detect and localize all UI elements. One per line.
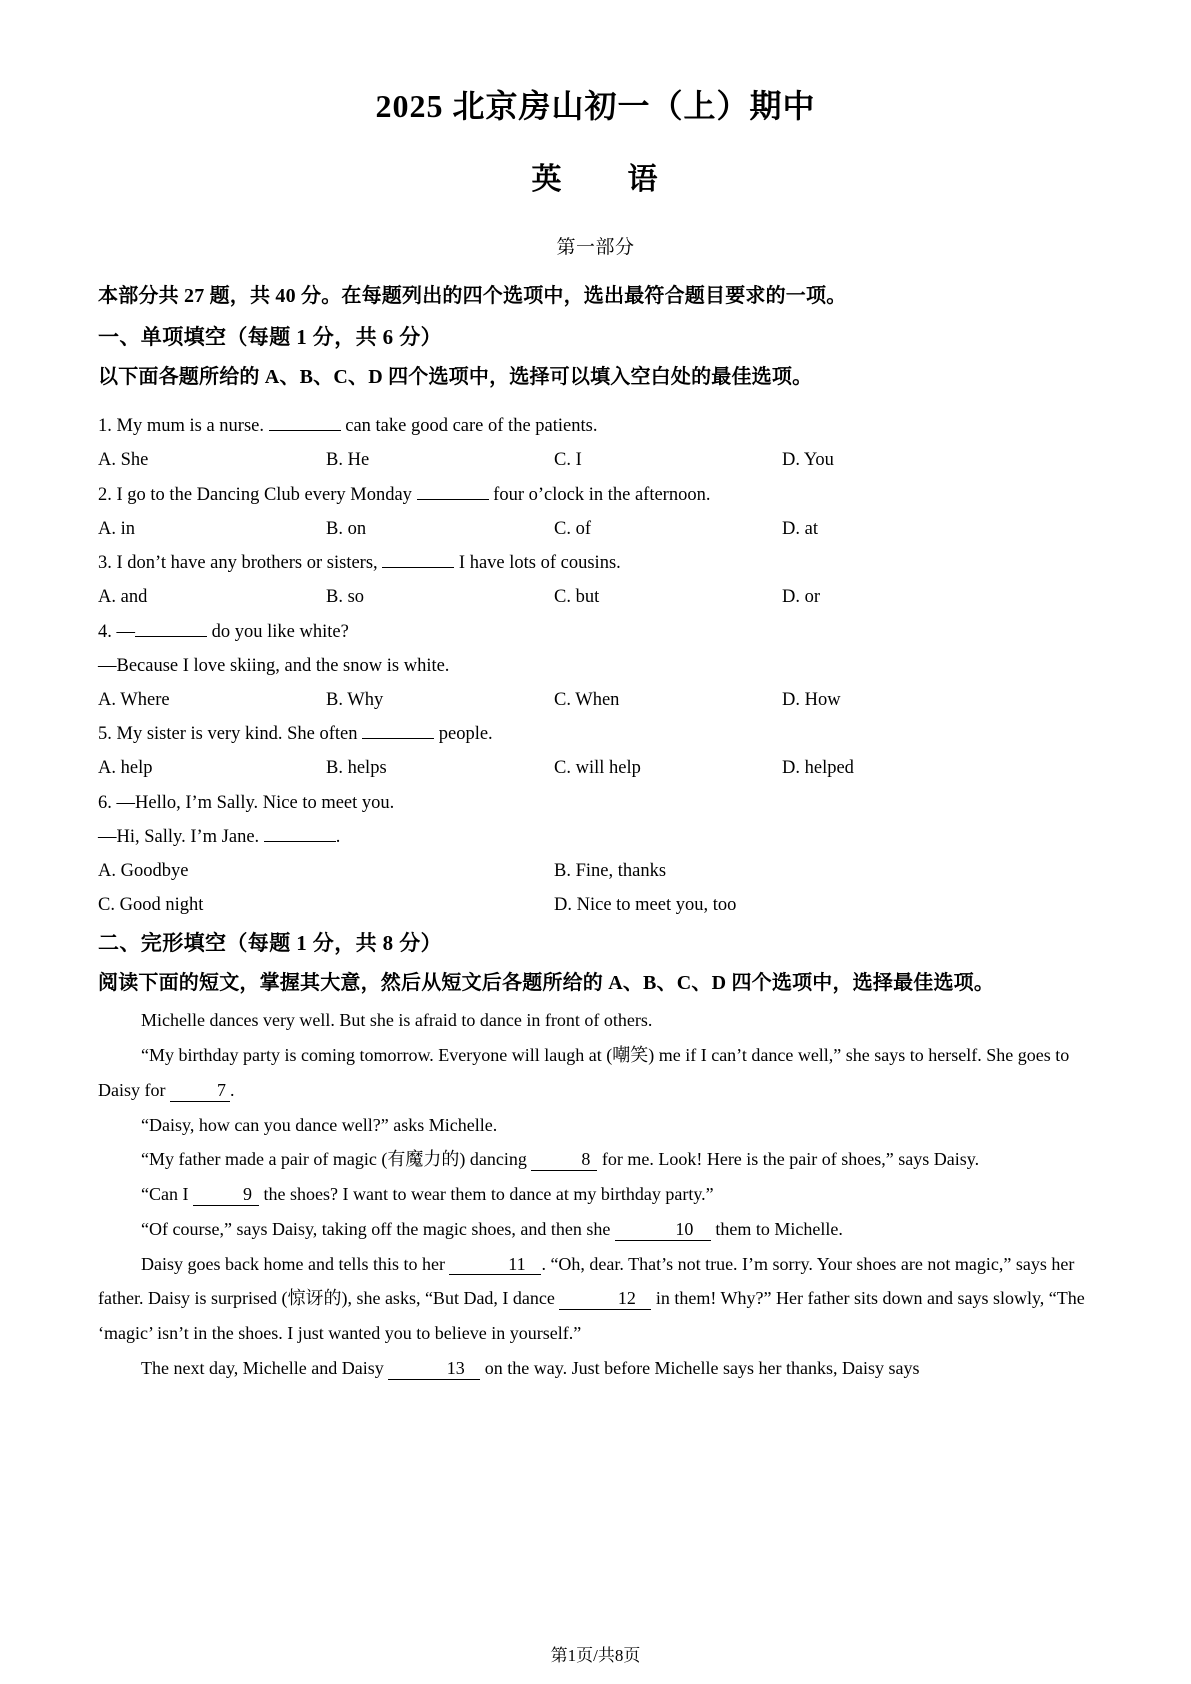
page-title: 2025 北京房山初一（上）期中 [375,88,816,124]
passage-text: for me. Look! Here is the pair of shoes,” says Daisy. [597,1149,980,1170]
question-options-6-row1 [98,854,1093,888]
passage-paragraph [98,1351,1093,1386]
answer-blank [269,430,341,431]
section-two-heading: 二、完形填空（每题 1 分，共 8 分） [98,931,442,956]
option-a[interactable]: A. and [98,587,148,608]
page-footer: 第1页/共8页 [550,1646,641,1665]
option-d[interactable]: D. or [782,587,821,608]
option-a[interactable]: A. help [98,758,153,779]
option-d[interactable]: D. at [782,518,818,539]
question-stem-text-after: I have lots of cousins. [458,553,621,574]
option-b[interactable]: B. so [326,587,365,608]
option-d[interactable]: D. How [782,689,841,710]
passage-paragraph [98,1038,1093,1107]
passage-paragraph [98,1212,1093,1247]
cloze-blank-12: 12 [559,1289,651,1310]
question-stem-text: 4. — [98,621,135,642]
option-c[interactable]: C. but [554,587,600,608]
passage-paragraph [98,1142,1093,1177]
question-options-6-row2 [98,888,1093,922]
cloze-passage [98,1003,1093,1385]
cloze-blank-9: 9 [193,1185,259,1206]
question-stem-text: 2. I go to the Dancing Club every Monday [98,484,412,505]
option-b[interactable]: B. He [326,450,370,471]
passage-text: “Of course,” says Daisy, taking off the magic shoes, and then she [141,1218,615,1239]
option-b[interactable]: B. helps [326,758,387,779]
question-stem-1 [98,397,1093,443]
question-options-4 [98,683,1093,717]
question-stem-text: —Hi, Sally. I’m Jane. [98,826,260,847]
passage-text: “My father made a pair of magic (有魔力的) dancing [141,1149,532,1170]
passage-paragraph [98,1108,1093,1143]
answer-blank [264,841,336,842]
section-one-heading: 一、单项填空（每题 1 分，共 6 分） [98,325,442,350]
passage-text: Daisy goes back home and tells this to her [141,1253,450,1274]
part-instruction: 本部分共 27 题，共 40 分。在每题列出的四个选项中，选出最符合题目要求的一项。 [98,285,847,308]
question-options-2 [98,512,1093,546]
question-stem-text: 1. My mum is a nurse. [98,416,264,437]
section-one-instruction: 以下面各题所给的 A、B、C、D 四个选项中，选择可以填入空白处的最佳选项。 [98,366,813,389]
question-options-1 [98,443,1093,477]
option-b[interactable]: B. on [326,518,367,539]
answer-blank [417,499,489,500]
question-stem-text-after: four o’clock in the afternoon. [493,484,711,505]
question-stem-text-after: . [335,826,341,847]
question-stem-6-line1: 6. —Hello, I’m Sally. Nice to meet you. [98,792,395,813]
option-d[interactable]: D. Nice to meet you, too [554,895,737,916]
passage-text: the shoes? I want to wear them to dance at my birthday party.” [258,1184,714,1205]
question-options-3 [98,580,1093,614]
question-stem-4 [98,615,1093,649]
subject-title: 英 语 [531,163,660,197]
option-c[interactable]: C. Good night [98,895,204,916]
question-stem-3 [98,546,1093,580]
question-stem-text-after: people. [438,724,493,745]
cloze-blank-13: 13 [388,1359,480,1380]
option-d[interactable]: D. helped [782,758,854,779]
passage-text: . “Oh, dear. That’s not true. I’m sorry. Your shoes are not magic,” says her father. Daisy is surprised (惊讶的), she asks, “But Dad, I dance [98,1253,1075,1309]
cloze-blank-10: 10 [615,1220,711,1241]
answer-blank [362,738,434,739]
option-d[interactable]: D. You [782,450,834,471]
passage-text: on the way. Just before Michelle says her thanks, Daisy says [480,1357,920,1378]
part-title: 第一部分 [556,237,635,259]
option-b[interactable]: B. Why [326,689,384,710]
passage-paragraph [98,1247,1093,1351]
passage-text: “Daisy, how can you dance well?” asks Michelle. [141,1114,498,1135]
answer-blank [382,567,454,568]
question-stem-2 [98,478,1093,512]
option-c[interactable]: C. of [554,518,591,539]
passage-text: “Can I [141,1184,193,1205]
option-a[interactable]: A. Where [98,689,170,710]
cloze-blank-11: 11 [449,1255,541,1276]
passage-text: them to Michelle. [710,1218,843,1239]
question-stem-text: 5. My sister is very kind. She often [98,724,358,745]
question-stem-4-line2: —Because I love skiing, and the snow is white. [98,655,450,676]
answer-blank [135,636,207,637]
option-c[interactable]: C. will help [554,758,641,779]
cloze-blank-8: 8 [531,1150,597,1171]
question-stem-6 [98,820,1093,854]
passage-text: . [229,1079,235,1100]
question-stem-text-after: can take good care of the patients. [345,416,598,437]
question-stem-5 [98,717,1093,751]
passage-text: “My birthday party is coming tomorrow. Everyone will laugh at (嘲笑) me if I can’t dance well,” she says to herself. She goes to Daisy for [98,1045,1070,1100]
question-stem-text: 3. I don’t have any brothers or sisters, [98,553,378,574]
passage-text: in them! Why?” Her father sits down and says slowly, “The ‘magic’ isn’t in the shoes. I just wanted you to believe in yourself.” [98,1288,1085,1344]
question-stem-text-after: do you like white? [211,621,349,642]
option-b[interactable]: B. Fine, thanks [554,861,667,882]
passage-text: Michelle dances very well. But she is afraid to dance in front of others. [141,1010,653,1031]
passage-paragraph [98,1003,1093,1038]
option-a[interactable]: A. in [98,518,135,539]
passage-paragraph [98,1177,1093,1212]
question-options-5 [98,751,1093,785]
option-a[interactable]: A. Goodbye [98,861,189,882]
passage-text: The next day, Michelle and Daisy [141,1357,389,1378]
option-c[interactable]: C. I [554,450,582,471]
cloze-blank-7: 7 [170,1081,230,1102]
option-a[interactable]: A. She [98,450,149,471]
section-two-instruction: 阅读下面的短文，掌握其大意，然后从短文后各题所给的 A、B、C、D 四个选项中，选择最佳选项。 [98,972,995,995]
option-c[interactable]: C. When [554,689,620,710]
